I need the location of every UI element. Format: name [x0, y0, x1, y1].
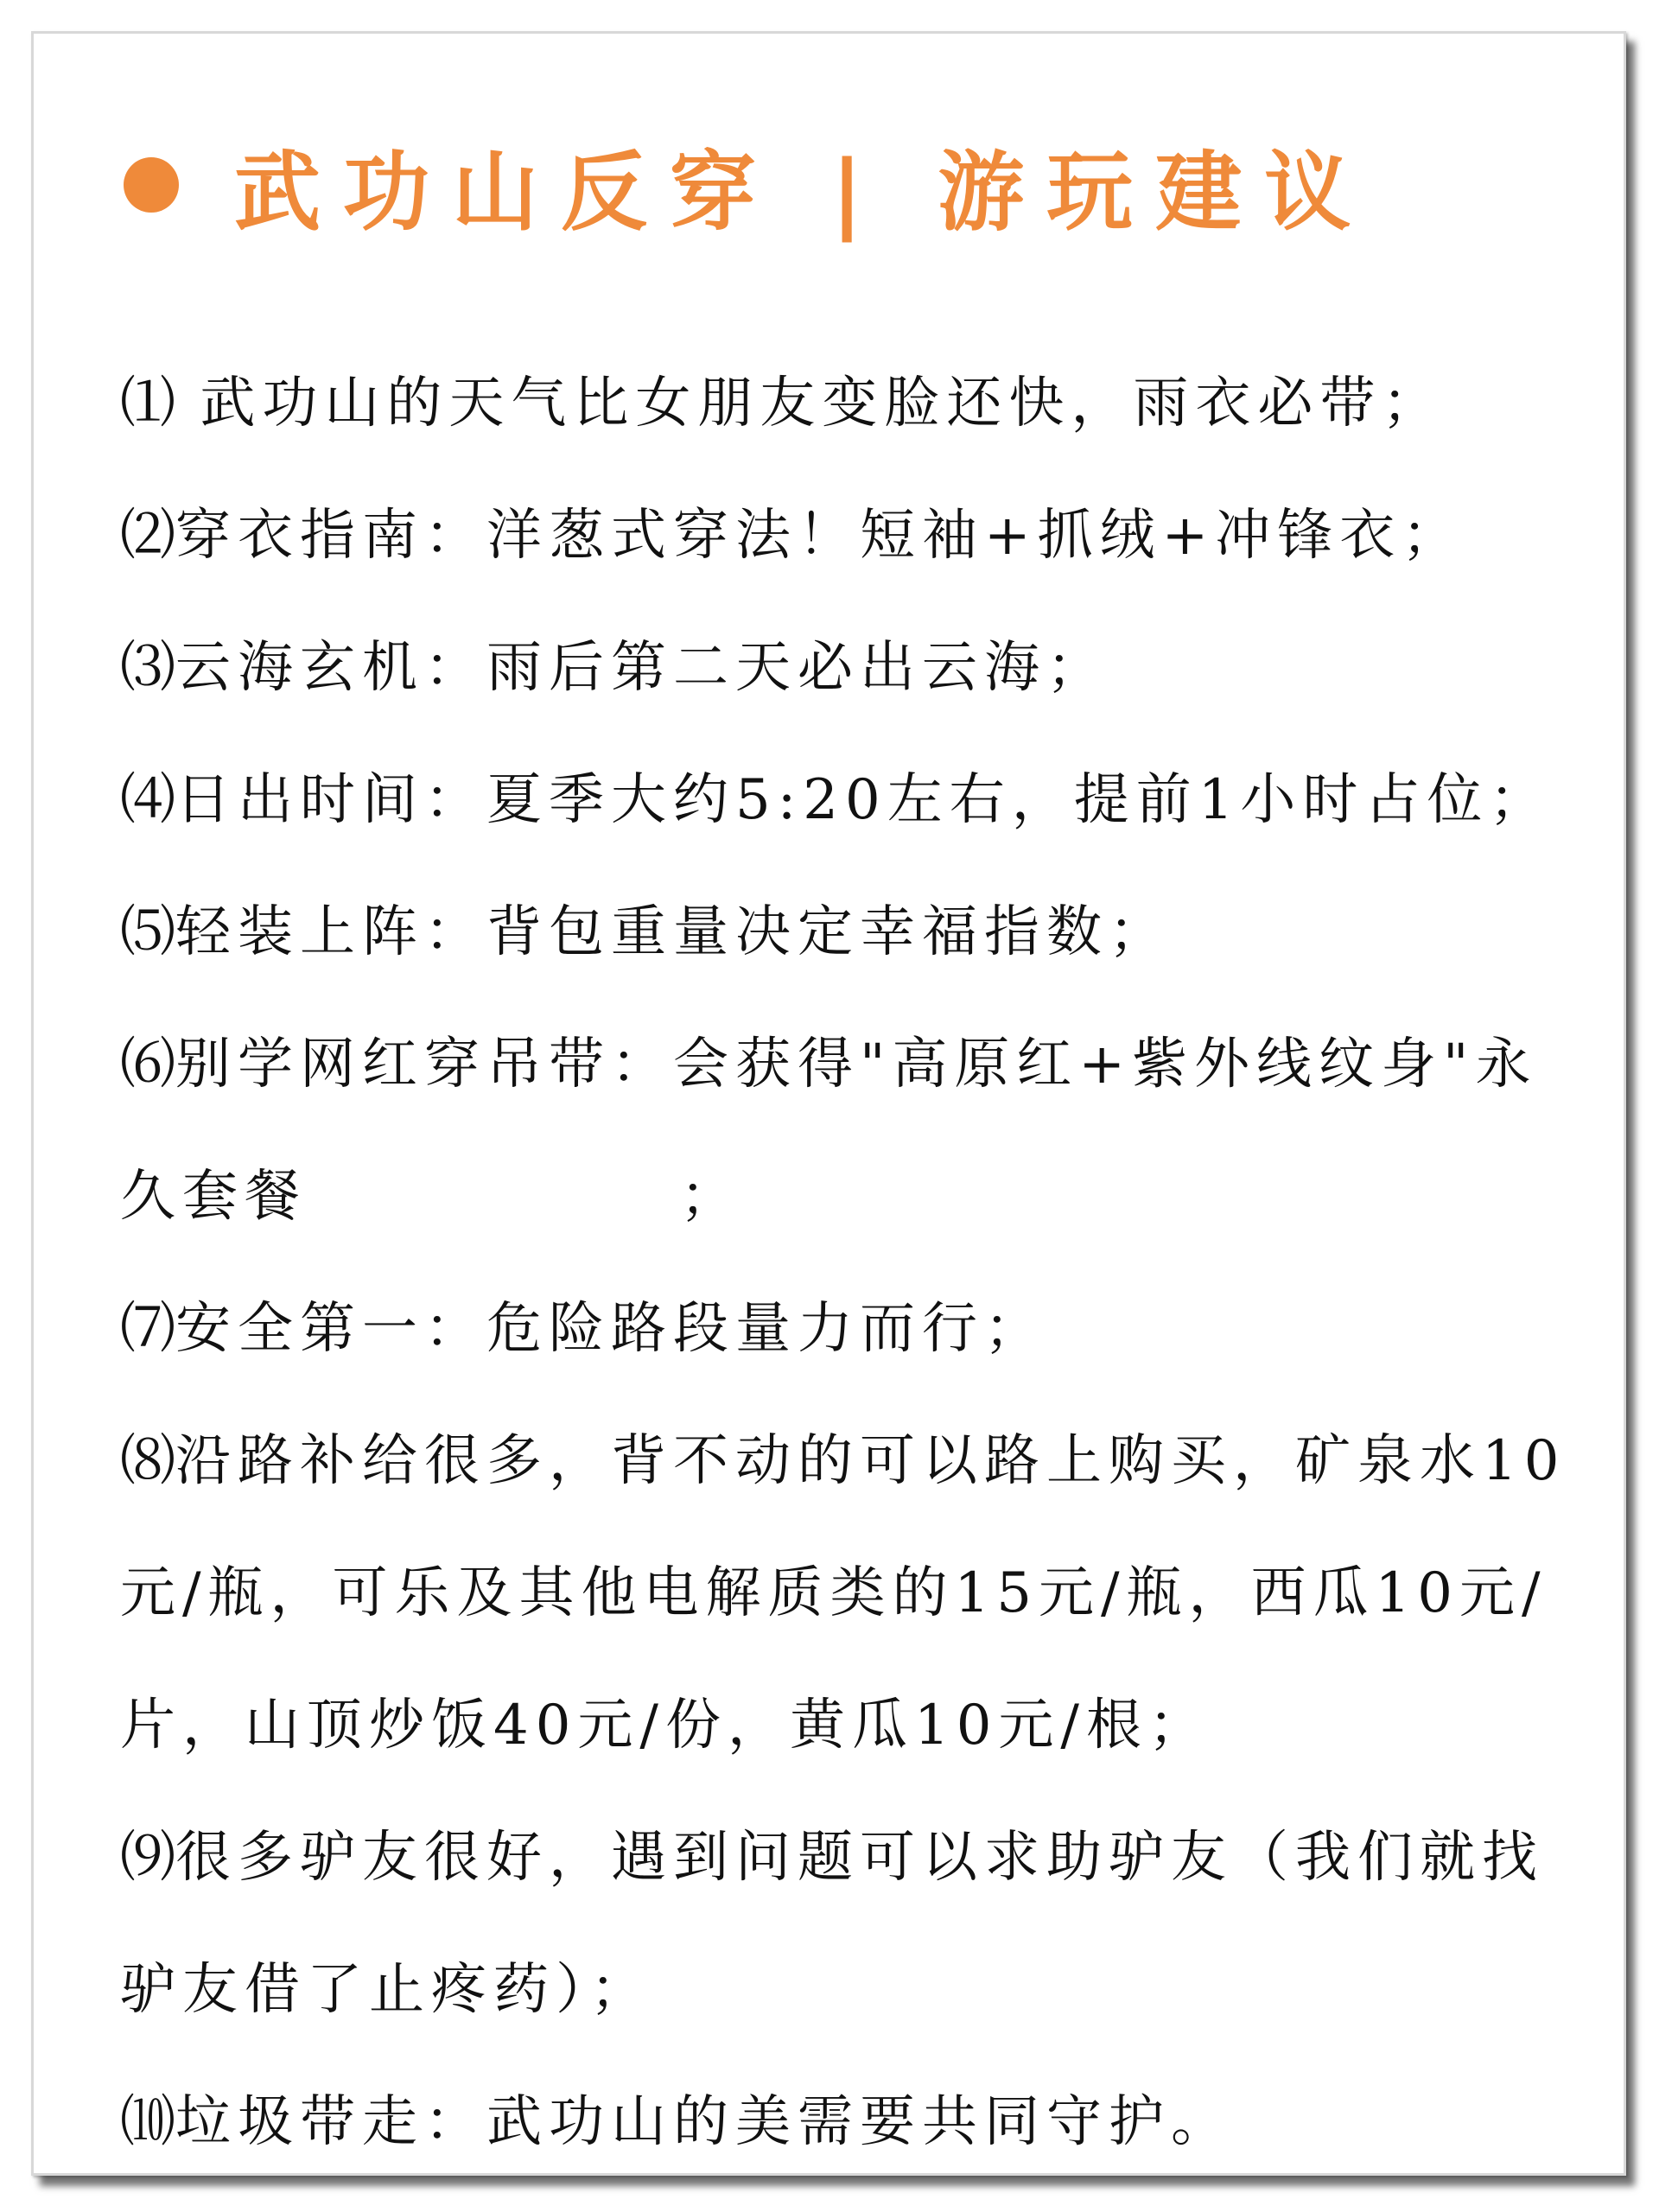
item-text: 别学网红穿吊带：会获得"高原红+紫外线纹身"永久套餐 ；: [120, 1033, 1538, 1229]
item-number: ⑼: [120, 1826, 175, 1890]
tips-list: [120, 338, 1589, 2189]
item-number: ⑴: [120, 372, 175, 435]
item-number: ⑷: [120, 768, 175, 832]
title-row: [124, 129, 1373, 241]
item-text: 日出时间：夏季大约5:20左右，提前1小时占位；: [175, 768, 1552, 832]
item-text: 云海玄机：雨后第二天必出云海；: [175, 636, 1109, 700]
page-title: 武功山反穿 | 游玩建议: [234, 142, 1374, 243]
list-item: [120, 734, 1589, 867]
item-text: 轻装上阵：背包重量决定幸福指数；: [175, 900, 1171, 964]
item-text: 很多驴友很好，遇到问题可以求助驴友（我们就找驴友借了止疼药）；: [120, 1826, 1544, 2022]
item-text: 沿路补给很多，背不动的可以路上购买，矿泉水10元/瓶，可乐及其他电解质类的15元/瓶，西瓜10元/片，山顶炒饭40元/份，黄瓜10元/根；: [120, 1429, 1567, 1758]
item-number: ⑹: [120, 1033, 175, 1096]
list-item: [120, 1395, 1589, 1792]
content-card: [31, 31, 1626, 2176]
item-number: ⑺: [120, 1297, 175, 1361]
circle-bullet-icon: [124, 157, 179, 213]
item-number: ⑵: [120, 504, 175, 568]
item-text: 武功山的天气比女朋友变脸还快，雨衣必带；: [175, 372, 1445, 435]
item-number: ⑽: [120, 2090, 175, 2154]
list-item: [120, 2056, 1589, 2189]
list-item: [120, 999, 1589, 1263]
list-item: [120, 602, 1589, 734]
item-number: ⑸: [120, 900, 175, 964]
list-item: [120, 1792, 1589, 2056]
list-item: [120, 470, 1589, 602]
item-number: ⑶: [120, 636, 175, 700]
list-item: [120, 338, 1589, 470]
list-item: [120, 1263, 1589, 1395]
item-text: 垃圾带走：武功山的美需要共同守护。: [175, 2090, 1233, 2154]
item-number: ⑻: [120, 1429, 175, 1493]
item-text: 穿衣指南：洋葱式穿法！短袖+抓绒+冲锋衣；: [175, 504, 1465, 568]
list-item: [120, 867, 1589, 999]
item-text: 安全第一：危险路段量力而行；: [175, 1297, 1046, 1361]
